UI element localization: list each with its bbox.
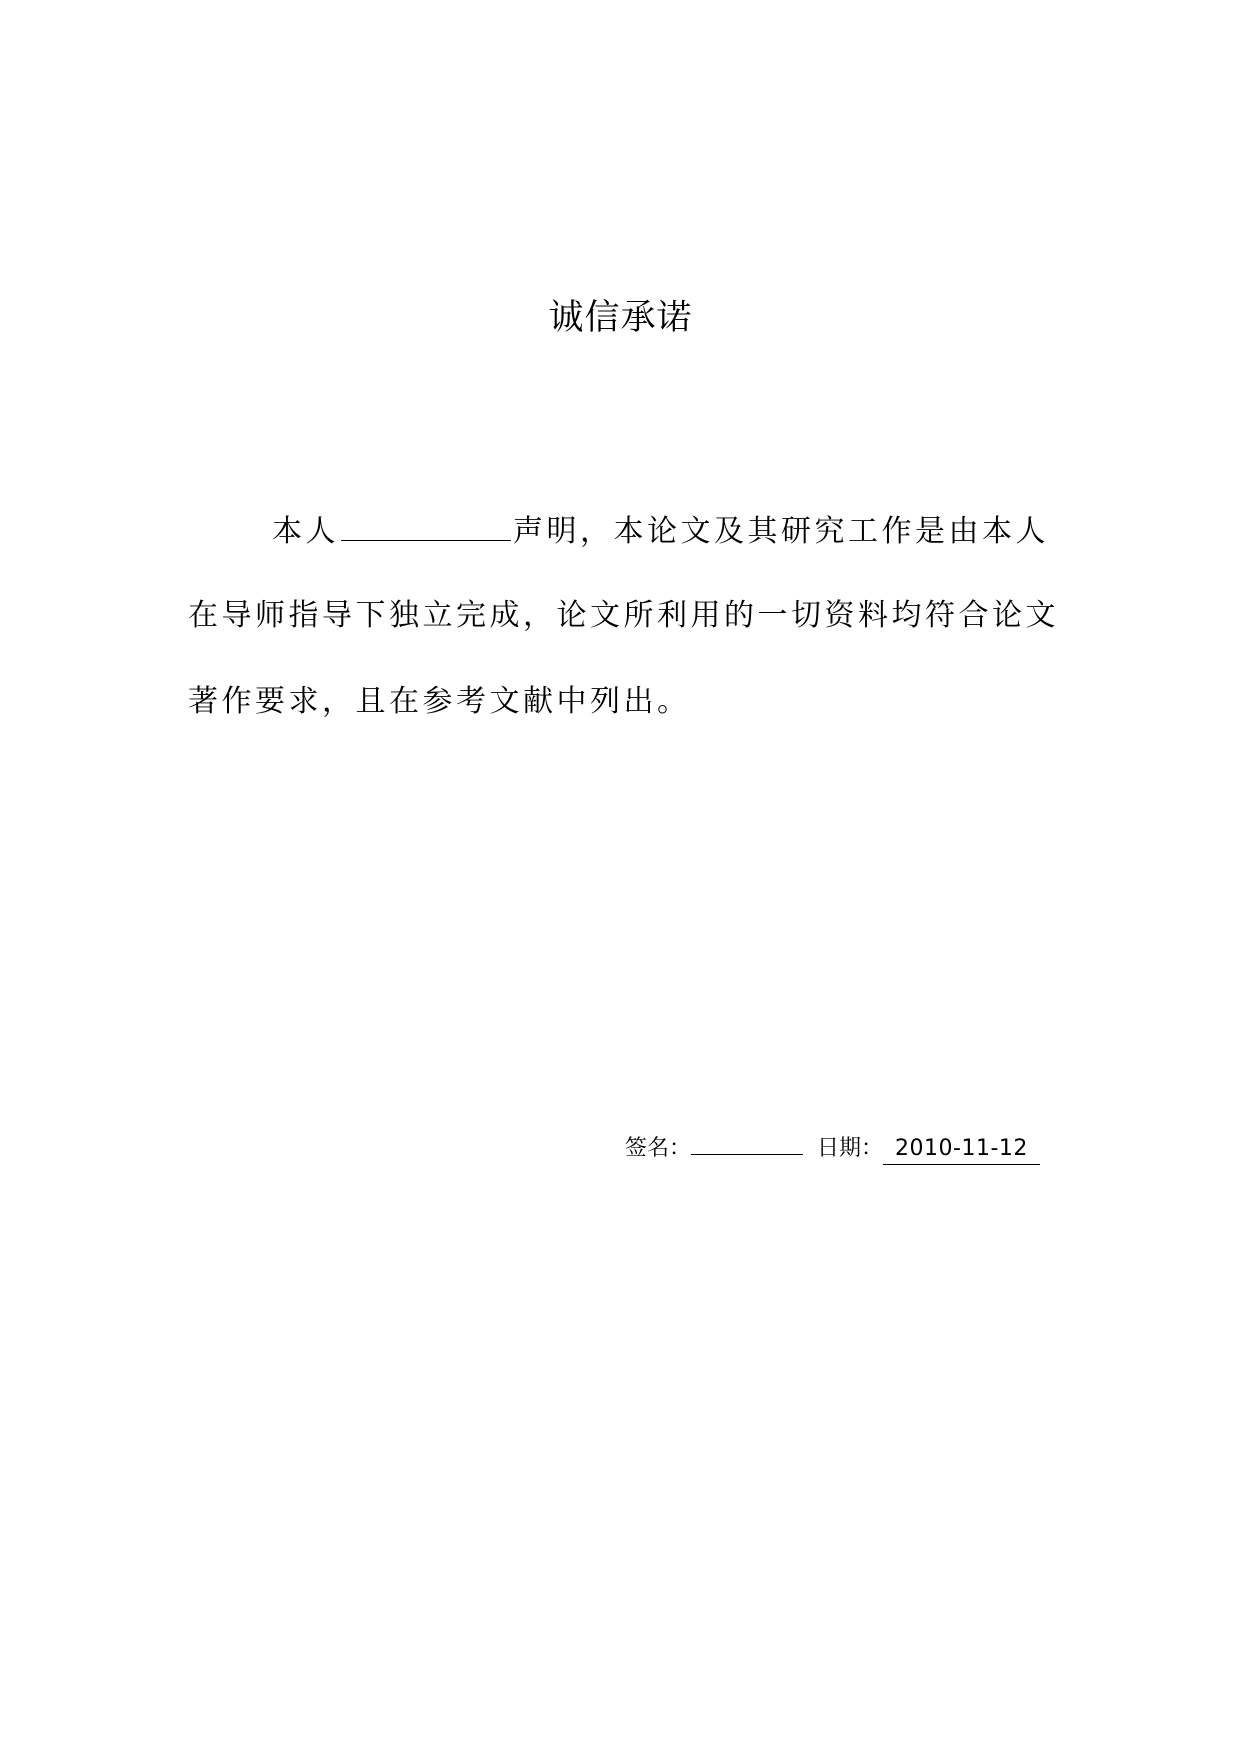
page-title: 诚信承诺 xyxy=(548,298,693,338)
date-label: 日期： xyxy=(817,1136,884,1161)
date-value: 2010-11-12 xyxy=(883,1134,1040,1165)
paragraph-line-2: 在导师指导下独立完成，论文所利用的一切资料均符合论文 xyxy=(188,598,1059,633)
paragraph-line-3: 著作要求，且在参考文献中列出。 xyxy=(188,684,691,719)
declaration-text-1: 声明，本论文及其研究工作是由本人 xyxy=(513,514,1049,549)
declarant-prefix: 本人 xyxy=(272,514,339,549)
signature-row xyxy=(625,1132,1040,1165)
paragraph-line-1 xyxy=(272,510,1049,552)
signature-label: 签名： xyxy=(625,1136,692,1161)
signature-blank xyxy=(691,1132,803,1155)
declarant-name-blank xyxy=(341,510,511,541)
